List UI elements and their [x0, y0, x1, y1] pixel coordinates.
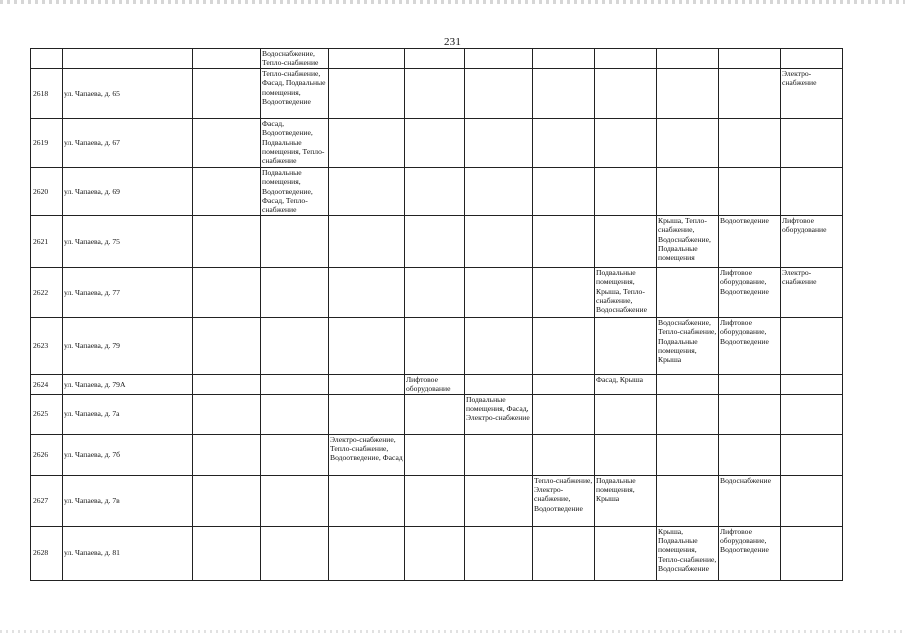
- record-number-cell: [31, 49, 63, 69]
- table-row: [31, 167, 843, 215]
- col-works-c-cell: Лифтовое оборудование: [405, 374, 465, 394]
- col-works-f-cell: [595, 49, 657, 69]
- col-works-a-cell: [261, 475, 329, 526]
- col-works-f-cell: Подвальные помещения, Крыша: [595, 475, 657, 526]
- col-works-a-cell: [261, 215, 329, 267]
- table-row: [31, 317, 843, 374]
- col-works-f-cell: Подвальные помещения, Крыша, Тепло-снабжение, Водоснабжение: [595, 267, 657, 317]
- col-works-f-cell: [595, 68, 657, 118]
- street-address-cell: ул. Чапаева, д. 7а: [63, 394, 193, 434]
- street-address-cell: ул. Чапаева, д. 79: [63, 317, 193, 374]
- record-number-cell: 2622: [31, 267, 63, 317]
- col-works-e-cell: [533, 374, 595, 394]
- col-works-g-cell: Водоснабжение, Тепло-снабжение, Подвальные помещения, Крыша: [657, 317, 719, 374]
- col-works-g-cell: [657, 167, 719, 215]
- col-works-h-cell: Водоотведение: [719, 215, 781, 267]
- col-works-i-cell: [781, 317, 843, 374]
- col-works-i-cell: Лифтовое оборудование: [781, 215, 843, 267]
- street-address-cell: ул. Чапаева, д. 75: [63, 215, 193, 267]
- col-works-b-cell: [329, 317, 405, 374]
- col-works-h-cell: [719, 68, 781, 118]
- street-address-cell: [63, 49, 193, 69]
- col-works-d-cell: [465, 118, 533, 167]
- table-row: [31, 526, 843, 580]
- table-row: [31, 394, 843, 434]
- col-works-i-cell: [781, 394, 843, 434]
- table-row: [31, 118, 843, 167]
- col-works-f-cell: [595, 434, 657, 475]
- col-works-d-cell: [465, 215, 533, 267]
- record-number-cell: 2623: [31, 317, 63, 374]
- col-works-a-cell: Фасад, Водоотведение, Подвальные помещения, Тепло-снабжение: [261, 118, 329, 167]
- col-works-f-cell: [595, 118, 657, 167]
- col-blank-cell: [193, 434, 261, 475]
- col-works-c-cell: [405, 526, 465, 580]
- col-works-e-cell: [533, 68, 595, 118]
- col-works-g-cell: [657, 434, 719, 475]
- col-works-g-cell: [657, 49, 719, 69]
- record-number-cell: 2621: [31, 215, 63, 267]
- col-works-d-cell: [465, 317, 533, 374]
- col-blank-cell: [193, 167, 261, 215]
- col-works-a-cell: [261, 317, 329, 374]
- col-works-i-cell: [781, 434, 843, 475]
- col-works-b-cell: [329, 215, 405, 267]
- col-blank-cell: [193, 374, 261, 394]
- col-blank-cell: [193, 267, 261, 317]
- street-address-cell: ул. Чапаева, д. 65: [63, 68, 193, 118]
- street-address-cell: ул. Чапаева, д. 7б: [63, 434, 193, 475]
- col-works-b-cell: [329, 374, 405, 394]
- repair-schedule-table: [30, 48, 843, 581]
- col-blank-cell: [193, 475, 261, 526]
- col-works-g-cell: [657, 118, 719, 167]
- col-works-c-cell: [405, 317, 465, 374]
- scan-bottom-edge: [0, 630, 905, 633]
- col-works-e-cell: [533, 394, 595, 434]
- street-address-cell: ул. Чапаева, д. 69: [63, 167, 193, 215]
- col-works-b-cell: [329, 267, 405, 317]
- col-blank-cell: [193, 68, 261, 118]
- col-works-b-cell: [329, 475, 405, 526]
- col-works-e-cell: [533, 267, 595, 317]
- col-works-f-cell: Фасад, Крыша: [595, 374, 657, 394]
- col-works-c-cell: [405, 167, 465, 215]
- col-works-b-cell: [329, 49, 405, 69]
- col-works-h-cell: Лифтовое оборудование, Водоотведение: [719, 526, 781, 580]
- col-works-a-cell: [261, 374, 329, 394]
- col-blank-cell: [193, 394, 261, 434]
- col-works-b-cell: [329, 167, 405, 215]
- col-works-a-cell: [261, 394, 329, 434]
- col-works-d-cell: [465, 68, 533, 118]
- col-blank-cell: [193, 49, 261, 69]
- col-blank-cell: [193, 317, 261, 374]
- street-address-cell: ул. Чапаева, д. 79А: [63, 374, 193, 394]
- col-works-c-cell: [405, 215, 465, 267]
- col-works-i-cell: [781, 49, 843, 69]
- col-works-d-cell: [465, 374, 533, 394]
- col-works-f-cell: [595, 215, 657, 267]
- col-works-h-cell: [719, 394, 781, 434]
- col-works-g-cell: [657, 267, 719, 317]
- table-row: [31, 267, 843, 317]
- col-works-h-cell: Водоснабжение: [719, 475, 781, 526]
- col-works-e-cell: [533, 118, 595, 167]
- street-address-cell: ул. Чапаева, д. 7в: [63, 475, 193, 526]
- continuation-row: [31, 49, 843, 69]
- record-number-cell: 2619: [31, 118, 63, 167]
- col-works-e-cell: [533, 434, 595, 475]
- col-works-g-cell: [657, 475, 719, 526]
- col-works-c-cell: [405, 475, 465, 526]
- col-works-c-cell: [405, 68, 465, 118]
- col-works-h-cell: [719, 374, 781, 394]
- col-works-d-cell: [465, 434, 533, 475]
- record-number-cell: 2628: [31, 526, 63, 580]
- record-number-cell: 2627: [31, 475, 63, 526]
- col-works-e-cell: [533, 49, 595, 69]
- col-works-h-cell: [719, 118, 781, 167]
- col-works-f-cell: [595, 167, 657, 215]
- col-works-e-cell: [533, 317, 595, 374]
- col-works-b-cell: Электро-снабжение, Тепло-снабжение, Водоотведение, Фасад: [329, 434, 405, 475]
- col-works-b-cell: [329, 118, 405, 167]
- col-works-i-cell: [781, 118, 843, 167]
- col-blank-cell: [193, 215, 261, 267]
- col-works-c-cell: [405, 49, 465, 69]
- col-works-i-cell: Электро-снабжение: [781, 68, 843, 118]
- col-works-a-cell: Подвальные помещения, Водоотведение, Фасад, Тепло-снабжение: [261, 167, 329, 215]
- col-works-h-cell: Лифтовое оборудование, Водоотведение: [719, 267, 781, 317]
- table-row: [31, 215, 843, 267]
- street-address-cell: ул. Чапаева, д. 81: [63, 526, 193, 580]
- col-blank-cell: [193, 118, 261, 167]
- col-works-c-cell: [405, 267, 465, 317]
- col-works-a-cell: Водоснабжение, Тепло-снабжение: [261, 49, 329, 69]
- col-works-h-cell: Лифтовое оборудование, Водоотведение: [719, 317, 781, 374]
- col-works-b-cell: [329, 526, 405, 580]
- table-row: [31, 475, 843, 526]
- scan-top-edge: [0, 0, 905, 4]
- col-works-g-cell: Крыша, Тепло-снабжение, Водоснабжение, Подвальные помещения: [657, 215, 719, 267]
- col-works-g-cell: [657, 68, 719, 118]
- col-works-h-cell: [719, 167, 781, 215]
- col-works-e-cell: Тепло-снабжение, Электро-снабжение, Водоотведение: [533, 475, 595, 526]
- col-works-e-cell: [533, 167, 595, 215]
- col-works-h-cell: [719, 434, 781, 475]
- col-works-a-cell: Тепло-снабжение, Фасад, Подвальные помещения, Водоотведение: [261, 68, 329, 118]
- col-works-f-cell: [595, 526, 657, 580]
- col-works-a-cell: [261, 434, 329, 475]
- page-number: 231: [443, 36, 462, 48]
- street-address-cell: ул. Чапаева, д. 67: [63, 118, 193, 167]
- record-number-cell: 2618: [31, 68, 63, 118]
- col-works-c-cell: [405, 394, 465, 434]
- col-works-a-cell: [261, 267, 329, 317]
- col-works-i-cell: [781, 374, 843, 394]
- col-works-d-cell: [465, 267, 533, 317]
- table-row: [31, 68, 843, 118]
- col-works-b-cell: [329, 394, 405, 434]
- record-number-cell: 2626: [31, 434, 63, 475]
- col-works-d-cell: [465, 475, 533, 526]
- col-works-a-cell: [261, 526, 329, 580]
- col-works-h-cell: [719, 49, 781, 69]
- col-works-d-cell: [465, 49, 533, 69]
- col-works-c-cell: [405, 118, 465, 167]
- col-works-i-cell: [781, 167, 843, 215]
- col-works-e-cell: [533, 215, 595, 267]
- col-works-d-cell: Подвальные помещения, Фасад, Электро-снабжение: [465, 394, 533, 434]
- col-blank-cell: [193, 526, 261, 580]
- col-works-f-cell: [595, 394, 657, 434]
- record-number-cell: 2620: [31, 167, 63, 215]
- col-works-g-cell: Крыша, Подвальные помещения, Тепло-снабжение, Водоснабжение: [657, 526, 719, 580]
- col-works-c-cell: [405, 434, 465, 475]
- col-works-i-cell: Электро-снабжение: [781, 267, 843, 317]
- table-row: [31, 374, 843, 394]
- record-number-cell: 2624: [31, 374, 63, 394]
- col-works-g-cell: [657, 394, 719, 434]
- street-address-cell: ул. Чапаева, д. 77: [63, 267, 193, 317]
- col-works-f-cell: [595, 317, 657, 374]
- col-works-e-cell: [533, 526, 595, 580]
- col-works-g-cell: [657, 374, 719, 394]
- col-works-i-cell: [781, 526, 843, 580]
- col-works-d-cell: [465, 167, 533, 215]
- table-row: [31, 434, 843, 475]
- col-works-i-cell: [781, 475, 843, 526]
- record-number-cell: 2625: [31, 394, 63, 434]
- col-works-d-cell: [465, 526, 533, 580]
- col-works-b-cell: [329, 68, 405, 118]
